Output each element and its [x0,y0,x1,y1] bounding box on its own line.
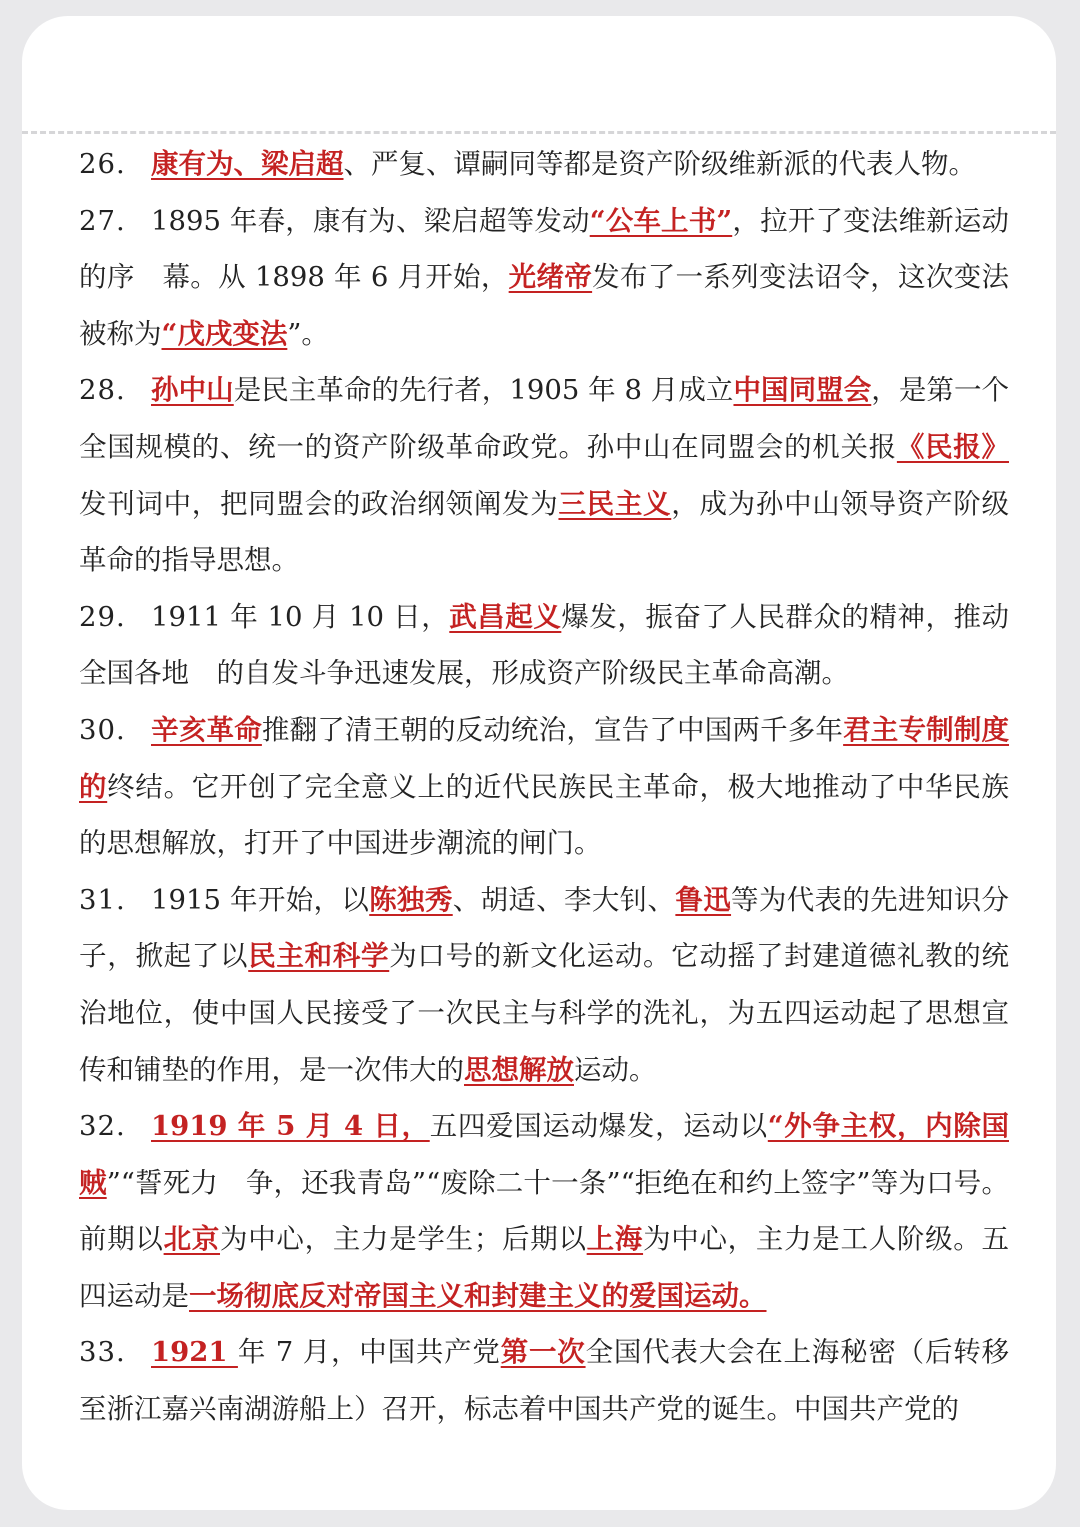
page-card [22,16,1056,1510]
body-text: 1895 年春，康有为、梁启超等发动 [151,204,590,237]
note-item [79,362,1009,588]
note-item [79,872,1009,1098]
item-number: 26. [79,148,126,180]
body-text: 、胡适、李大钊、 [452,883,676,916]
item-number: 32. [79,1110,126,1143]
highlighted-term: 鲁迅 [675,883,732,916]
highlighted-term: 武昌起义 [449,600,562,633]
body-text: 五四爱国运动爆发，运动以 [429,1110,768,1143]
body-text: 是民主革命的先行者，1905 年 8 月成立 [233,374,734,407]
note-item [79,193,1009,363]
body-text: ”。 [287,317,329,350]
body-text: ，是第一个全国规模的、统一的资产阶级革命政党。孙中山在同盟会的机关报 [79,374,1010,463]
note-item [79,136,1009,193]
note-item [79,1324,1009,1437]
body-text: 等为代表的先进知识分子，掀起了以 [79,883,1010,973]
highlighted-term: 1921 [151,1336,238,1369]
item-number: 28. [79,374,126,407]
highlighted-term: 第一次 [500,1336,586,1369]
body-text: 终结。它开创了完全意义上的近代民族民主革命，极大地推动了中华民族的思想解放，打开了中国进步潮流的闸门。 [79,770,1009,860]
highlighted-term: “公车上书” [589,204,733,237]
highlighted-term: “戊戌变法 [161,317,288,350]
highlighted-term: 康有为、梁启超 [151,148,344,180]
note-item [79,702,1009,872]
body-text: 推翻了清王朝的反动统治，宣告了中国两千多年 [261,713,844,746]
note-item [79,589,1009,702]
highlighted-term: 孙中山 [151,374,234,407]
item-number: 30. [79,713,126,746]
item-number: 31. [79,883,126,916]
item-number: 29. [79,600,126,633]
body-text: ”“誓死力 争，还我青岛”“废除二十一条”“拒绝在和约上签字”等为口号。前期以 [79,1166,1009,1256]
body-text: 发布了一系列变法诏令，这次变法被称为 [79,261,1010,350]
dashed-divider [22,131,1056,134]
highlighted-term: 一场彻底反对帝国主义和封建主义的爱国运动。 [189,1279,767,1312]
highlighted-term: 民主和科学 [248,940,390,973]
highlighted-term: 《民报》 [896,430,1009,463]
body-text: ，成为孙中山领导资产阶级革命的指导思想。 [79,487,1009,577]
body-text: 发刊词中，把同盟会的政治纲领阐发为 [79,487,559,520]
body-text: 为中心，主力是工人阶级。五四运动是 [79,1223,1009,1312]
body-text: 爆发，振奋了人民群众的精神，推动全国各地 的自发斗争迅速发展，形成资产阶级民主革命高潮。 [79,600,1009,690]
highlighted-term: 中国同盟会 [733,374,872,407]
highlighted-term: 思想解放 [464,1053,574,1086]
body-text: 、严复、谭嗣同等都是资产阶级维新派的代表人物。 [343,148,976,180]
body-text: 为中心，主力是学生；后期以 [220,1223,587,1256]
highlighted-term: 北京 [163,1223,221,1256]
body-text: 运动。 [574,1053,657,1086]
body-text: 全国代表大会在上海秘密（后转移至浙江嘉兴南湖游船上）召开，标志着中国共产党的诞生。中国共产党的 [79,1336,1010,1426]
item-number: 27. [79,204,126,237]
body-text: 1915 年开始，以 [151,883,370,916]
highlighted-term: 君主专制制度的 [79,713,1010,803]
highlighted-term: 三民主义 [558,487,672,520]
body-text: 年 7 月，中国共产党 [237,1336,501,1369]
body-text: 为口号的新文化运动。它动摇了封建道德礼教的统治地位，使中国人民接受了一次民主与科学的洗礼，为五四运动起了思想宣传和铺垫的作用，是一次伟大的 [79,940,1009,1086]
highlighted-term: 光绪帝 [508,261,593,294]
highlighted-term: 辛亥革命 [151,713,262,746]
item-number: 33. [79,1336,126,1369]
body-text: ，拉开了变法维新运动的序 幕。从 1898 年 6 月开始， [79,204,1010,294]
body-text: 1911 年 10 月 10 日， [151,600,450,633]
highlighted-term: “外争主权，内除国贼 [79,1110,1009,1199]
highlighted-term: 1919 年 5 月 4 日， [151,1110,430,1143]
highlighted-term: 陈独秀 [369,883,453,916]
highlighted-term: 上海 [586,1223,644,1256]
note-item [79,1098,1009,1324]
notes-content [79,136,1009,1438]
